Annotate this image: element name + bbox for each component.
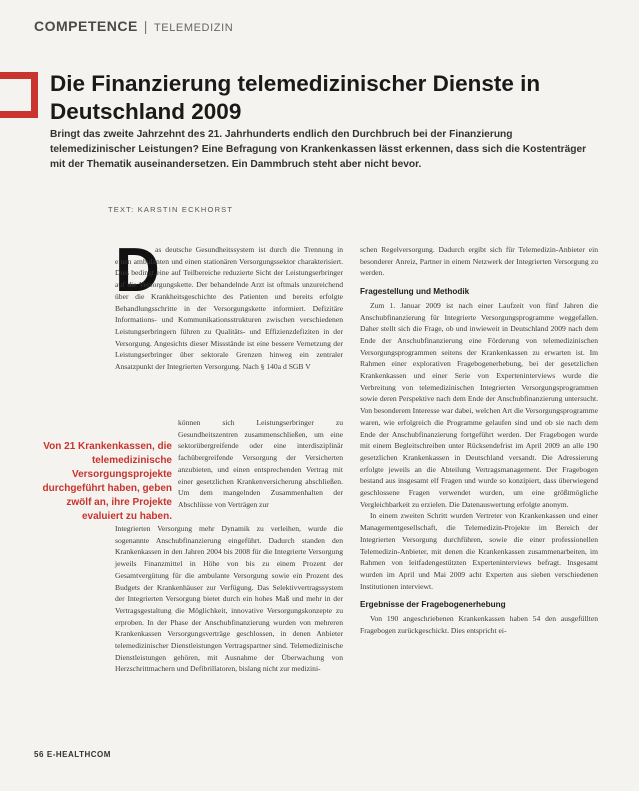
body-paragraph: Zum 1. Januar 2009 ist nach einer Laufzeit von fünf Jahren die Anschubfinanzierung für Integrierte Versorgungsprogramme weggefallen. Daher stellt sich die Frage, ob und inwieweit in Deutschland 2009 nach dem Ende der Anschubfinanzierung eine Förderung von telemedizinischen Versorgungsprogrammen seitens der Krankenkassen zu erwarten ist. Im Rahmen einer explorativen Fragebogenerhebung, bei der gesetzlichen Krankenkassen und einer Serie von Experteninterviews wurde die Verbreitung von telemedizinischen Integrierten Versorgungsprogrammen sowie deren Perspektive nach dem Ende der Anschubfinanzierung untersucht. Von besonderem Interesse war dabei, welchen Art die Versorgungsprogramme waren, wie erfolgreich die Programme gelaufen sind und ob sie nach dem Ende der Anschubfinanzierung fortgeführt werden. Der Fragebogen wurde mit einem Begleitschreiben unter Rücksendefrist im April 2009 an alle 190 gesetzlichen Krankenkassen in Deutschland versandt. Die Adressierung erfolgte jeweils an die Abteilung Vertragsmanagement. Der Fragebogen bestand aus insgesamt elf Fragen und wurde so konzipiert, dass überwiegend geschlossene Fragen verwendet wurden, um eine größtmögliche Vergleichbarkeit zu erzielen. Die Datenauswertung erfolgte anonym. [360, 300, 598, 509]
section-header [34, 18, 233, 34]
subsection-label: TELEMEDIZIN [153, 22, 234, 34]
article-lead: Bringt das zweite Jahrzehnt des 21. Jahrhunderts endlich den Durchbruch bei der Finanzierung telemedizinischer Leistungen? Eine Befragung von Krankenkassen lässt erkennen, dass sich die Kostenträger mit der Thematik auseinandersetzen. Ein Dammbruch steht aber nicht bevor. [50, 129, 587, 170]
body-paragraph: as deutsche Gesundheitssystem ist durch die Trennung in einen ambulanten und einen stationären Versorgungssektor charakterisiert. Dies bedingt eine auf Teilbereiche reduzierte Sicht der Leistungserbringer auf die Versorgungskette. Der behandelnde Arzt ist oftmals unzureichend über die Krankheitsgeschichte des Patienten und bereits erfolgte Behandlungsschritte in der Versorgungskette informiert. Defizitäre Informations- und Kommunikationsstrukturen zwischen verschiedenen Leistungserbringern führen zu Qualitäts- und Effizienzdefiziten in der Versorgung. Angesichts dieser Missstände ist eine bessere Vernetzung der Leistungserbringer über sektorale Grenzen hinweg ein zentraler Ansatzpunkt der Integrierten Versorgung. Nach § 140a d SGB V [115, 245, 343, 372]
section-heading: Ergebnisse der Fragebogenerhebung [360, 600, 506, 610]
page-number: 56 [34, 750, 44, 759]
pull-quote: Von 21 Krankenkassen, die telemedizinische Versorgungsprojekte durchgeführt haben, geben zwölf an, ihre Projekte evaluiert zu haben. [42, 441, 172, 522]
drop-cap: D [115, 236, 160, 305]
body-paragraph: können sich Leistungserbringer zu Gesundheitszentren zusammenschließen, um eine sektorübergreifende oder eine interdisziplinär fachübergreifende Versorgung der Versicherten anzubieten, und einen entsprechenden Vertrag mit einer gesetzlichen Krankenversicherung abschließen. Um dem mangelnden Zusammenhalten der Abschlüsse von Verträgen zur [178, 418, 343, 509]
header-separator: | [143, 18, 148, 34]
body-paragraph: schen Regelversorgung. Dadurch ergibt sich für Telemedizin-Anbieter ein besonderer Anreiz, Partner in einem Netzwerk der Integrierten Versorgung zu werden. [360, 245, 598, 278]
publication-name: E-HEALTHCOM [46, 750, 111, 759]
section-label: COMPETENCE [34, 18, 138, 34]
body-column-1-bottom [115, 523, 343, 675]
body-column-1-top [115, 236, 343, 373]
article-title: Die Finanzierung telemedizinischer Dienste in Deutschland 2009 [50, 71, 541, 124]
page-footer [34, 750, 111, 759]
body-paragraph: Integrierten Versorgung mehr Dynamik zu verleihen, wurde die sogenannte Anschubfinanzierung eingeführt. Dadurch standen den Krankenkassen in den Jahren 2004 bis 2008 für die Integrierte Versorgung jeweils Finanzmittel in Höhe von bis zu einem Prozent der Gesamtvergütung für die ambulante Versorgung sowie ein Prozent des Budgets der Krankenhäuser zur Verfügung. Das Selektivvertragssystem der Integrierten Versorgung bietet durch ein hohes Maß und mehr in der Vertragsgestaltung die Möglichkeit, innovative Versorgungskonzepte zu erproben. In der Phase der Anschubfinanzierung wurden von mehreren Krankenkassen Versorgungsverträge geschlossen, in denen Anbieter telemedizinischer Dienstleistungen Vertragspartner sind. Telemedizinische Dienstleistungen gehören, mit Ausnahme der Überwachung von Herzschrittmachern und Defibrillatoren, bislang nicht zur medizini- [115, 524, 343, 674]
section-heading: Fragestellung und Methodik [360, 287, 470, 297]
body-paragraph: In einem zweiten Schritt wurden Vertreter von Krankenkassen und einer Managementgesellschaft, die Telemedizin-Projekte im Bereich der Integrierten Versorgung durchführen, sowie die einer professionellen Telemedizin-Anbieter, mit denen die Krankenkassen zusammenarbeiten, im Rahmen von leitfadengestützten Experteninterviews befragt. Insgesamt wurden im April und Mai 2009 acht Experten aus sieben verschiedenen Institutionen interviewt. [360, 511, 598, 591]
body-column-1-middle [178, 417, 343, 511]
body-paragraph: Von 190 angeschriebenen Krankenkassen haben 54 den ausgefüllten Fragebogen zurückgeschickt. Dies entspricht ei- [360, 614, 598, 635]
title-accent-bracket [0, 72, 38, 118]
body-column-2 [360, 244, 598, 637]
article-byline: TEXT: KARSTIN ECKHORST [108, 205, 234, 214]
